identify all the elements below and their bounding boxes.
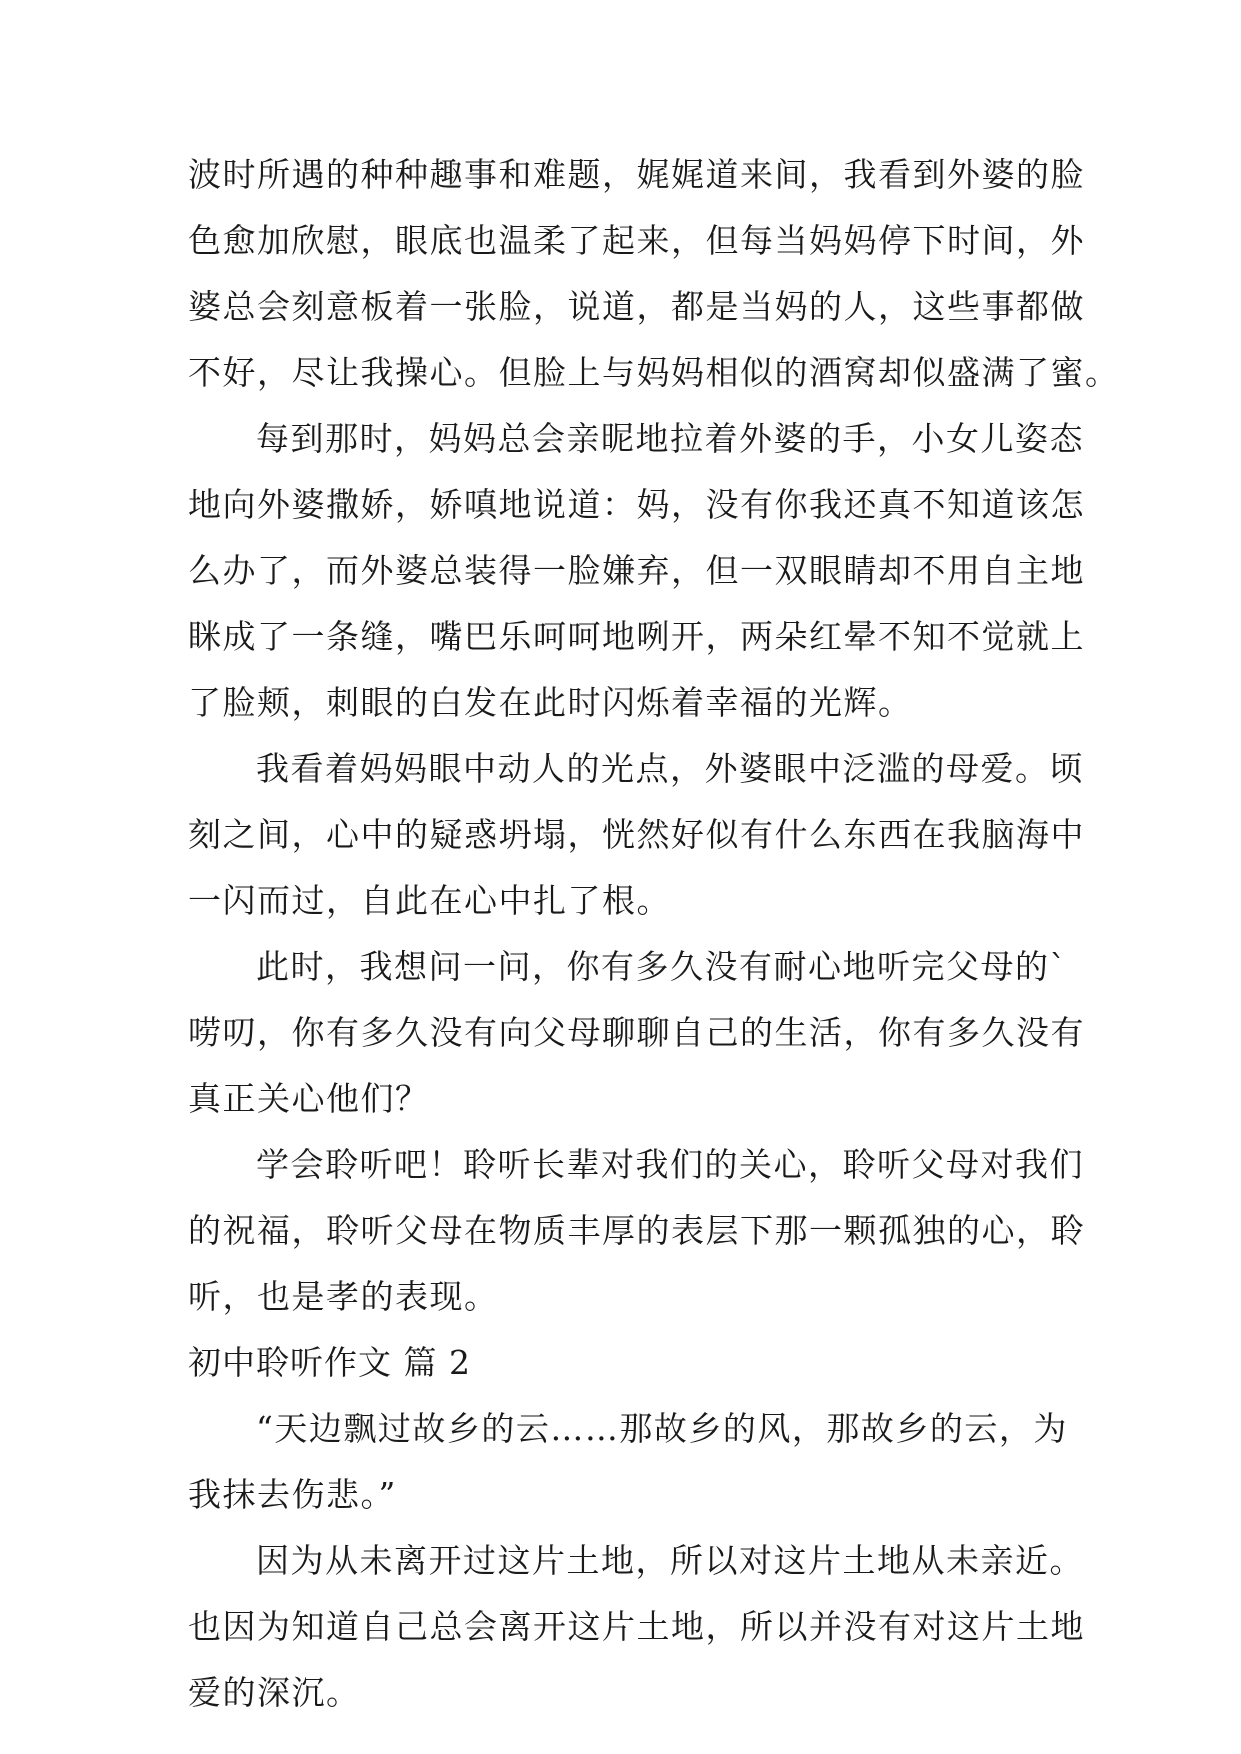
text-line: 了脸颊，刺眼的白发在此时闪烁着幸福的光辉。 xyxy=(188,683,913,722)
text-line: 么办了，而外婆总装得一脸嫌弃，但一双眼睛却不用自主地 xyxy=(188,551,1085,590)
text-line: 婆总会刻意板着一张脸，说道，都是当妈的人，这些事都做 xyxy=(188,287,1085,326)
text-line: 听，也是孝的表现。 xyxy=(188,1277,499,1316)
text-line: 唠叨，你有多久没有向父母聊聊自己的生活，你有多久没有 xyxy=(188,1013,1085,1052)
text-line: 我抹去伤悲。” xyxy=(188,1475,397,1514)
text-line: 爱的深沉。 xyxy=(188,1673,361,1712)
text-line: 不好，尽让我操心。但脸上与妈妈相似的酒窝却似盛满了蜜。 xyxy=(188,353,1120,392)
text-line: 刻之间，心中的疑惑坍塌，恍然好似有什么东西在我脑海中 xyxy=(188,815,1085,854)
document-body xyxy=(188,142,1120,1726)
text-line: 此时，我想问一问，你有多久没有耐心地听完父母的` xyxy=(256,947,1068,986)
text-line: “天边飘过故乡的云……那故乡的风，那故乡的云，为 xyxy=(256,1409,1068,1448)
text-line: 真正关心他们？ xyxy=(188,1079,430,1118)
text-line: 色愈加欣慰，眼底也温柔了起来，但每当妈妈停下时间，外 xyxy=(188,221,1085,260)
text-line: 每到那时，妈妈总会亲昵地拉着外婆的手，小女儿姿态 xyxy=(256,419,1084,458)
text-line: 也因为知道自己总会离开这片土地，所以并没有对这片土地 xyxy=(188,1607,1085,1646)
text-line: 学会聆听吧！聆听长辈对我们的关心，聆听父母对我们 xyxy=(256,1145,1084,1184)
text-line: 眯成了一条缝，嘴巴乐呵呵地咧开，两朵红晕不知不觉就上 xyxy=(188,617,1085,656)
text-line: 一闪而过，自此在心中扎了根。 xyxy=(188,881,671,920)
text-line: 我看着妈妈眼中动人的光点，外婆眼中泛滥的母爱。顷 xyxy=(256,749,1084,788)
text-line: 地向外婆撒娇，娇嗔地说道：妈，没有你我还真不知道该怎 xyxy=(188,485,1085,524)
text-line: 因为从未离开过这片土地，所以对这片土地从未亲近。 xyxy=(256,1541,1084,1580)
text-line: 波时所遇的种种趣事和难题，娓娓道来间，我看到外婆的脸 xyxy=(188,155,1085,194)
text-line: 的祝福，聆听父母在物质丰厚的表层下那一颗孤独的心，聆 xyxy=(188,1211,1085,1250)
section-heading: 初中聆听作文 篇 2 xyxy=(188,1343,471,1382)
